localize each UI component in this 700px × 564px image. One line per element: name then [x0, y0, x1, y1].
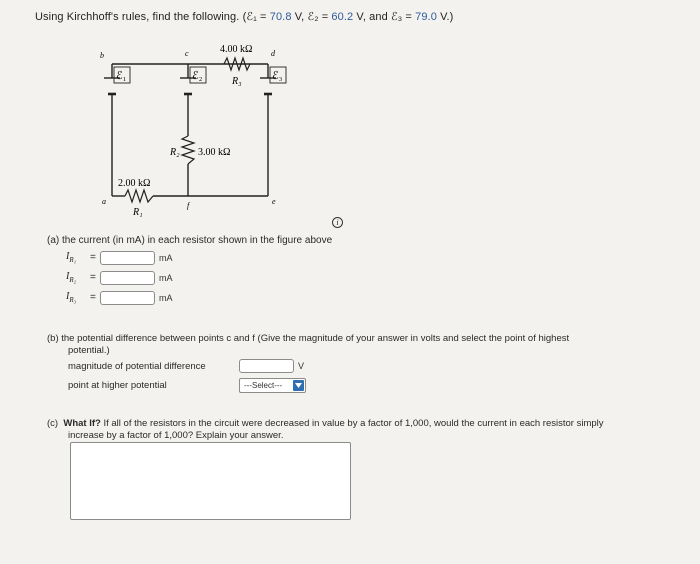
ir2-label: $I_{R_2}$	[66, 271, 77, 284]
ir2-input[interactable]	[100, 271, 155, 285]
node-b: b	[100, 51, 104, 60]
ir1-equals: =	[90, 252, 96, 263]
r1-label: R₁	[133, 207, 143, 218]
circuit-diagram	[90, 38, 310, 218]
part-c-prompt-line2: increase by a factor of 1,000? Explain your answer.	[68, 430, 284, 441]
point-select[interactable]	[239, 378, 306, 393]
point-select-value: ---Select---	[244, 381, 283, 390]
part-b-prompt-line2: potential.)	[68, 345, 110, 356]
ir2-equals: =	[90, 272, 96, 283]
r1-value: 2.00 kΩ	[118, 178, 151, 189]
ir3-label: $I_{R_3}$	[66, 291, 77, 304]
resistor-r1	[125, 190, 153, 202]
part-c-what-if: What If?	[63, 418, 101, 429]
ir1-label: $I_{R_1}$	[66, 251, 77, 264]
ir3-unit: mA	[159, 293, 173, 303]
question-header	[35, 10, 453, 23]
ir2-unit: mA	[159, 273, 173, 283]
node-e: e	[272, 197, 276, 206]
node-d: d	[271, 49, 275, 58]
ir1-unit: mA	[159, 253, 173, 263]
ir3-equals: =	[90, 292, 96, 303]
info-icon[interactable]: i	[332, 217, 343, 228]
emf1-unit: V, ℰ₂ =	[291, 11, 332, 23]
part-b-prompt-line1: (b) the potential difference between points c and f (Give the magnitude of your answer in volts and select the point of highest	[47, 333, 570, 344]
magnitude-input[interactable]	[239, 359, 294, 373]
node-f: f	[187, 201, 190, 210]
resistor-r2	[182, 136, 194, 164]
explanation-textarea[interactable]	[70, 442, 351, 520]
r3-label: R₃	[232, 76, 242, 87]
emf2-value: 60.2	[331, 11, 354, 23]
point-label: point at higher potential	[68, 380, 167, 391]
emf3-unit: V.)	[436, 11, 454, 23]
part-a-prompt: (a) the current (in mA) in each resistor shown in the figure above	[47, 235, 333, 246]
r2-label: R₂	[170, 147, 180, 158]
node-c: c	[185, 49, 189, 58]
emf2-label: ℰ₂	[192, 70, 203, 82]
emf1-text: (ℰ₁ =	[242, 11, 270, 23]
magnitude-unit: V	[298, 361, 305, 371]
emf1-value: 70.8	[269, 11, 292, 23]
node-a: a	[102, 197, 106, 206]
emf3-label: ℰ₃	[272, 70, 283, 82]
emf2-unit: V, and ℰ₃ =	[353, 11, 416, 23]
emf1-label: ℰ₁	[116, 70, 127, 82]
part-c-prompt-line1: (c) What If? If all of the resistors in the circuit were decreased in value by a factor of 1,000, would the current in each resistor simply	[47, 418, 604, 429]
chevron-down-icon[interactable]	[293, 380, 304, 391]
ir1-input[interactable]	[100, 251, 155, 265]
emf3-value: 79.0	[415, 11, 437, 23]
ir3-input[interactable]	[100, 291, 155, 305]
r3-value: 4.00 kΩ	[220, 44, 253, 55]
question-intro: Using Kirchhoff's rules, find the following.	[35, 11, 240, 23]
r2-value: 3.00 kΩ	[198, 147, 231, 158]
magnitude-label: magnitude of potential difference	[68, 361, 206, 372]
